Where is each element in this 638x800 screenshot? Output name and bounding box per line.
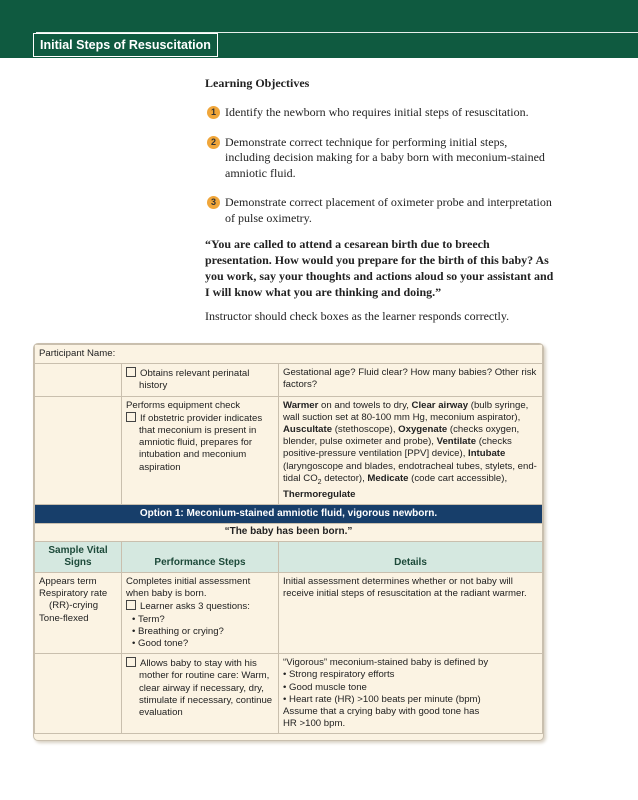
details-cell [279,654,543,734]
vital-line: Appears term [39,575,97,587]
number-badge-3: 3 [207,196,220,209]
question-item: • Good tone? [132,637,189,649]
question-text: Good tone? [138,637,189,649]
empty-vitals-cell [35,396,122,505]
option-title: Option 1: Meconium-stained amniotic fluid, vigorous newborn. [35,505,543,524]
keyword-thermoregulate: Thermoregulate [283,488,356,500]
details-outro: Assume that a crying baby with good tone has [283,705,480,717]
step-text: If obstetric provider indicates that meconium is present in amniotic fluid, prepares for intubation and meconium aspiration [139,412,263,473]
step-text: Allows baby to stay with his mother for routine care: Warm, clear airway if necessary, dry, stimulate if necessary, continue evaluation [139,658,273,718]
detail-bullet: • Heart rate (HR) >100 beats per minute (bpm) [283,693,481,705]
participant-row [35,345,543,364]
scenario-quote: “You are called to attend a cesarean birth due to breech presentation. How would you prepare for the birth of this baby? As you work, say your thoughts and actions aloud so your assistant and I will know what you are thinking and doing.” [205,237,554,299]
question-text: Breathing or crying? [138,625,224,637]
question-text: Term? [138,613,165,625]
keyword-oxygenate: Oxygenate [398,424,448,436]
keyword-medicate: Medicate [367,472,409,484]
question-item: • Breathing or crying? [132,625,224,637]
step-text: Obtains relevant perinatal history [139,368,250,392]
objective-2 [205,135,555,182]
step-cell [122,396,279,505]
number-badge-2: 2 [207,136,220,149]
objective-3 [205,195,555,226]
keyword-ventilate: Ventilate [436,436,477,448]
detail-text: (code cart accessible), [408,472,508,484]
keyword-intubate: Intubate [468,448,506,460]
details-outro: HR >100 bpm. [283,718,346,730]
table-row [35,364,543,396]
checkbox[interactable] [126,412,136,422]
vital-line: (RR)-crying [49,600,99,612]
subscript-2: 2 [317,478,322,486]
born-row [35,524,543,541]
checklist-item [126,600,274,613]
checkbox[interactable] [126,657,136,667]
objective-1-text: Identify the newborn who requires initial steps of resuscitation. [225,105,529,119]
checklist-item [126,657,274,719]
keyword-auscultate: Auscultate [283,424,333,436]
keyword-warmer: Warmer [283,399,319,411]
details-cell: Initial assessment determines whether or not baby will receive initial steps of resuscitation at the radiant warmer. [279,572,543,653]
step-intro: Completes initial assessment when baby is born. [126,575,251,600]
learning-objectives [205,70,555,324]
learning-objectives-title: Learning Objectives [205,76,310,90]
objective-1 [205,105,555,121]
header-details: Details [279,541,543,572]
option-row [35,505,543,524]
step-cell [122,364,279,396]
table-row [35,572,543,653]
vitals-cell [35,572,122,653]
details-intro: “Vigorous” meconium-stained baby is defined by [283,657,489,669]
detail-text: (stethoscope), [332,424,399,436]
detail-text: detector), [321,472,368,484]
empty-vitals-cell [35,364,122,396]
checklist-table [34,344,543,734]
checkbox[interactable] [126,600,136,610]
equipment-details-cell [279,396,543,505]
bullet-text: Strong respiratory efforts [289,669,395,681]
number-badge-1: 1 [207,106,220,119]
checklist-item [126,412,274,474]
question-item: • Term? [132,613,165,625]
detail-bullet: • Good muscle tone [283,681,367,693]
table-row [35,654,543,734]
checklist-item [126,367,274,392]
vital-line: Tone-flexed [39,612,89,624]
detail-bullet: • Strong respiratory efforts [283,669,395,681]
detail-text: (laryngoscope and blades, endotracheal tubes, stylets, end-tidal CO [283,460,537,484]
header-performance-steps: Performance Steps [122,541,279,572]
detail-text: (checks oxygen, blender, pulse oximeter and probe), [283,424,520,448]
bullet-text: Heart rate (HR) >100 beats per minute (bpm) [289,693,481,705]
participant-name-label: Participant Name: [35,345,543,364]
detail-text: (bulb syringe, wall suction set at 80-100 mm Hg, meconium aspirator), [283,399,529,423]
objective-3-text: Demonstrate correct placement of oximeter probe and interpretation of pulse oximetry. [225,195,552,225]
objective-2-text: Demonstrate correct technique for performing initial steps, including decision making for a baby born with meconium-stained amniotic fluid. [225,134,545,180]
instructor-note: Instructor should check boxes as the learner responds correctly. [205,309,510,323]
step-text: Learner asks 3 questions: [140,601,250,613]
born-text: “The baby has been born.” [35,524,543,541]
bullet-text: Good muscle tone [289,681,367,693]
checkbox[interactable] [126,367,136,377]
step-cell [122,654,279,734]
keyword-clear-airway: Clear airway [411,399,469,411]
step-cell [122,572,279,653]
section-title: Initial Steps of Resuscitation [33,33,218,57]
detail-text: (checks positive-pressure ventilation [PPV] device), [283,436,512,460]
empty-vitals-cell [35,654,122,734]
step-intro: Performs equipment check [126,399,241,411]
details-cell: Gestational age? Fluid clear? How many babies? Other risk factors? [279,364,543,396]
table-row [35,396,543,505]
header-vital-signs: Sample Vital Signs [35,541,122,572]
column-header-row [35,541,543,572]
vital-line: Respiratory rate [39,588,108,600]
checklist-panel [33,343,544,741]
detail-text: on and towels to dry, [318,399,412,411]
